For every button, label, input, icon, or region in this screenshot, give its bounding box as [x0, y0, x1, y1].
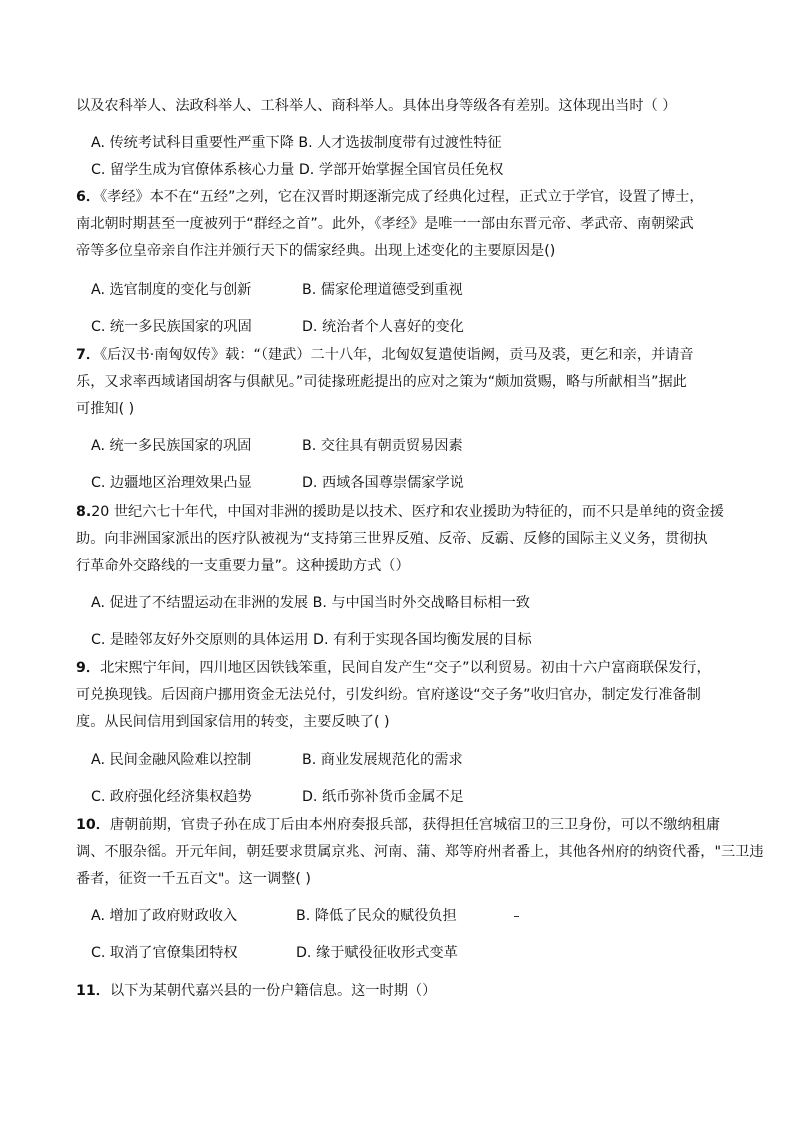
question-9-number: 9． [76, 660, 101, 676]
question-10-line-3: 番者，征资一千五百文"。这一调整( ) [76, 871, 311, 887]
question-9-line-3: 度。从民间信用到国家信用的转变，主要反映了( ) [76, 714, 390, 730]
question-8-options-row-2: C. 是睦邻友好外交原则的具体运用 D. 有利于实现各国均衡发展的目标 [91, 632, 532, 648]
question-9-option-b: B. 商业发展规范化的需求 [302, 752, 463, 768]
question-10-line-1 [76, 815, 720, 835]
question-5-stem-end: 以及农科举人、法政科举人、工科举人、商科举人。具体出身等级各有差别。这体现出当时（ ） [76, 98, 677, 114]
question-6-option-b: B. 儒家伦理道德受到重视 [302, 282, 463, 298]
question-9-line-2: 可兑换现钱。后因商户挪用资金无法兑付，引发纠纷。官府遂设“交子务”收归官办，制定发行准备制 [76, 687, 701, 703]
question-7-option-c: C. 边疆地区治理效果凸显 [91, 475, 252, 491]
question-8-text-1: 20 世纪六七十年代，中国对非洲的援助是以技术、医疗和农业援助为特征的，而不只是单纯的资金援 [91, 504, 724, 520]
question-9-line-1 [76, 658, 711, 678]
question-10-line-2: 调、不服杂徭。开元年间，朝廷要求贯属京兆、河南、蒲、郑等府州者番上，其他各州府的纳资代番，"三卫违 [76, 844, 764, 860]
question-8-options-row-1: A. 促进了不结盟运动在非洲的发展 B. 与中国当时外交战略目标相一致 [91, 595, 530, 611]
question-8-number: 8. [76, 504, 92, 520]
question-7-line-2: 乐，又求率西域诸国胡客与俱献见。”司徒掾班彪提出的应对之策为“颇加赏赐，略与所献相当”据此 [76, 374, 687, 390]
question-10-option-a: A. 增加了政府财政收入 [91, 908, 238, 924]
question-10-option-d: D. 缘于赋役征收形式变革 [296, 945, 458, 961]
question-7-number: 7． [76, 347, 101, 363]
question-9-option-c: C. 政府强化经济集权趋势 [91, 789, 252, 805]
question-6-option-a: A. 选官制度的变化与创新 [91, 282, 252, 298]
question-9-option-d: D. 纸币弥补货币金属不足 [302, 789, 464, 805]
question-6-text-1: 《孝经》本不在“五经”之列，它在汉晋时期逐渐完成了经典化过程，正式立于学官，设置了博士， [100, 189, 704, 205]
question-11-number: 11． [76, 983, 110, 999]
question-9-option-a: A. 民间金融风险难以控制 [91, 752, 252, 768]
question-7-text-1: 《后汉书·南匈奴传》载：“（建武）二十八年，北匈奴复遣使诣阙，贡马及裘，更乞和亲，并请音 [100, 347, 694, 363]
question-6-option-c: C. 统一多民族国家的巩固 [91, 319, 252, 335]
question-8-line-3: 行革命外交路线的一支重要力量”。这种援助方式（） [76, 558, 410, 574]
question-6-option-d: D. 统治者个人喜好的变化 [302, 319, 464, 335]
question-6-line-2: 南北朝时期甚至一度被列于“群经之首”。此外，《孝经》是唯一一部由东晋元帝、孝武帝、南朝梁武 [76, 216, 694, 232]
question-5-options-row-1: A. 传统考试科目重要性严重下降 B. 人才选拔制度带有过渡性特征 [91, 135, 502, 151]
question-5-options-row-2: C. 留学生成为官僚体系核心力量 D. 学部开始掌握全国官员任免权 [91, 162, 504, 178]
question-11-text-1: 以下为某朝代嘉兴县的一份户籍信息。这一时期（） [109, 983, 437, 999]
question-10-text-1: 唐朝前期，官贵子孙在成丁后由本州府奏报兵部，获得担任宫城宿卫的三卫身份，可以不缴纳租庸 [109, 817, 721, 833]
question-10-number: 10． [76, 817, 110, 833]
question-11-line-1 [76, 981, 436, 1001]
question-6-line-3: 帝等多位皇帝亲自作注并颁行天下的儒家经典。出现上述变化的主要原因是() [76, 243, 556, 259]
question-9-text-1: 北宋熙宁年间，四川地区因铁钱笨重，民间自发产生“交子”以利贸易。初由十六户富商联保发行， [100, 660, 711, 676]
stray-mark [514, 916, 519, 917]
question-10-option-c: C. 取消了官僚集团特权 [91, 945, 238, 961]
question-7-line-1 [76, 345, 694, 365]
question-7-option-b: B. 交往具有朝贡贸易因素 [302, 438, 463, 454]
question-7-line-3: 可推知( ) [76, 401, 135, 417]
question-6-number: 6． [76, 189, 101, 205]
question-8-line-1 [76, 502, 724, 522]
question-6-line-1 [76, 187, 704, 207]
question-7-option-a: A. 统一多民族国家的巩固 [91, 438, 252, 454]
question-10-option-b: B. 降低了民众的赋役负担 [296, 908, 457, 924]
question-7-option-d: D. 西域各国尊崇儒家学说 [302, 475, 464, 491]
question-8-line-2: 助。向非洲国家派出的医疗队被视为“支持第三世界反殖、反帝、反霸、反修的国际主义义务，贯彻执 [76, 531, 708, 547]
